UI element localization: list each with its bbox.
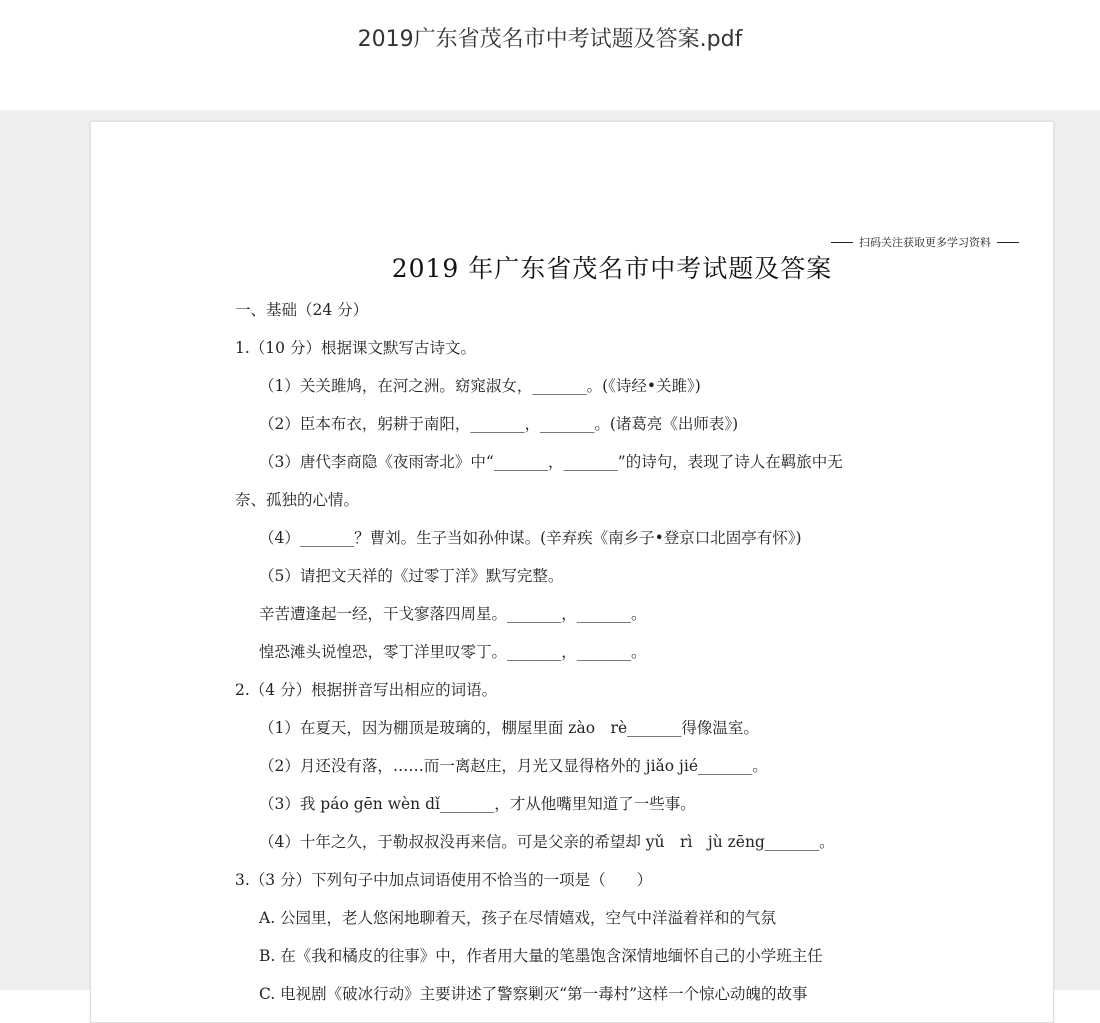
question-3: 3.（3 分）下列句子中加点词语使用不恰当的一项是（ ） [235, 871, 653, 889]
poem-line-2: 惶恐滩头说惶恐，零丁洋里叹零丁。_______，_______。 [259, 643, 647, 661]
poem-line-1: 辛苦遭逢起一经，干戈寥落四周星。_______，_______。 [259, 605, 647, 623]
question-2: 2.（4 分）根据拼音写出相应的词语。 [235, 681, 498, 699]
q2-item-4: （4）十年之久，于勒叔叔没再来信。可是父亲的希望却 yǔ rì jù zēng_______。 [259, 833, 835, 851]
pdf-page [90, 121, 1054, 1023]
q2-item-2: （2）月还没有落，……而一离赵庄，月光又显得格外的 jiǎo jié_______。 [259, 757, 768, 775]
pdf-viewer[interactable] [0, 110, 1100, 1003]
q1-item-2: （2）臣本布衣，躬耕于南阳，_______，_______。(诸葛亮《出师表》) [259, 415, 739, 433]
title-bar [0, 0, 1100, 110]
q1-item-3: （3）唐代李商隐《夜雨寄北》中“_______，_______”的诗句，表现了诗人在羁旅中无 [259, 453, 843, 471]
top-note-text: 扫码关注获取更多学习资料 [859, 236, 991, 249]
q1-item-3-cont: 奈、孤独的心情。 [235, 491, 360, 509]
q2-item-1: （1）在夏天，因为棚顶是玻璃的，棚屋里面 zào rè_______得像温室。 [259, 719, 759, 737]
q1-item-1: （1）关关雎鸠，在河之洲。窈窕淑女，_______。(《诗经•关雎》) [259, 377, 701, 395]
top-note [825, 234, 1025, 250]
q1-item-4: （4）_______？曹刘。生子当如孙仲谋。(辛弃疾《南乡子•登京口北固亭有怀》) [259, 529, 802, 547]
document-title: 2019 年广东省茂名市中考试题及答案 [391, 254, 833, 283]
q3-option-c: C. 电视剧《破冰行动》主要讲述了警察剿灭“第一毒村”这样一个惊心动魄的故事 [259, 985, 808, 1003]
section-heading: 一、基础（24 分） [235, 301, 369, 319]
q3-option-b: B. 在《我和橘皮的往事》中，作者用大量的笔墨饱含深情地缅怀自己的小学班主任 [259, 947, 823, 965]
dash-right [997, 242, 1019, 243]
document-file-name: 2019广东省茂名市中考试题及答案.pdf [357, 27, 743, 52]
q1-item-5: （5）请把文天祥的《过零丁洋》默写完整。 [259, 567, 564, 585]
dash-left [831, 242, 853, 243]
question-1: 1.（10 分）根据课文默写古诗文。 [235, 339, 476, 357]
q2-item-3: （3）我 páo gēn wèn dǐ_______，才从他嘴里知道了一些事。 [259, 795, 696, 813]
q3-option-a: A. 公园里，老人悠闲地聊着天，孩子在尽情嬉戏，空气中洋溢着祥和的气氛 [259, 909, 777, 927]
